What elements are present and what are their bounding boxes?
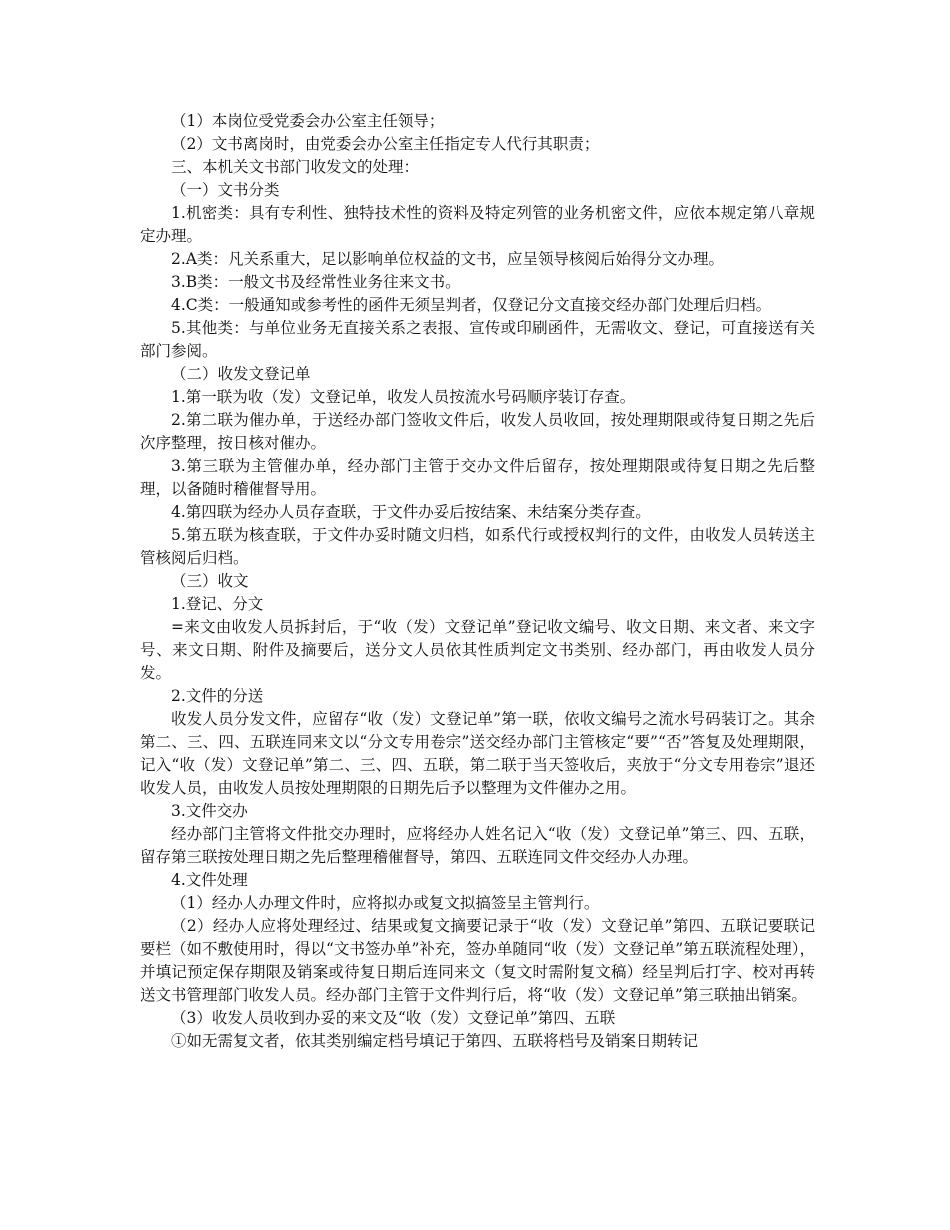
subheading-register-form: （二）收发文登记单 <box>171 365 311 383</box>
form-copy-2: 2.第二联为催办单，于送经办部门签收文件后，收发人员收回，按处理期限或待复日期之先后次序整理，按日核对催办。 <box>140 411 815 452</box>
class-confidential: 1.机密类：具有专利性、独特技术性的资料及特定列管的业务机密文件，应依本规定第八章规定办理。 <box>140 204 815 245</box>
subheading-receiving: （三）收文 <box>171 572 249 590</box>
processing-item-3: （3）收发人员收到办妥的来文及“收（发）文登记单”第四、五联 <box>171 1009 616 1027</box>
class-b: 3.B类：一般文书及经常性业务往来文书。 <box>171 273 461 291</box>
processing-item-2: （2）经办人应将处理经过、结果或复文摘要记录于“收（发）文登记单”第四、五联记要联记要栏（如不敷使用时，得以“文书签办单”补充，签办单随同“收（发）文登记单”第五联流程处理），并填记预定保存期限及销案或待复日期后连同来文（复文时需附复文稿）经呈判后打字、校对再转送文书管理部门收发人员。经办部门主管于文件判行后，将“收（发）文登记单”第三联抽出销案。 <box>140 917 815 1004</box>
class-c: 4.C类：一般通知或参考性的函件无须呈判者，仅登记分文直接交经办部门处理后归档。 <box>171 296 772 314</box>
step-delivery-body: 收发人员分发文件，应留存“收（发）文登记单”第一联，依收文编号之流水号码装订之。其余第二、三、四、五联连同来文以“分文专用卷宗”送交经办部门主管核定“要”“否”答复及处理期限，记入“收（发）文登记单”第二、三、四、五联，第二联于当天签收后，夹放于“分文专用卷宗”退还收发人员，由收发人员按处理期限的日期先后予以整理为文件催办之用。 <box>140 710 815 797</box>
step-assignment: 3.文件交办 <box>171 802 248 820</box>
form-copy-3: 3.第三联为主管催办单，经办部门主管于交办文件后留存，按处理期限或待复日期之先后整理，以备随时稽催督导用。 <box>140 457 815 498</box>
step-delivery: 2.文件的分送 <box>171 687 264 705</box>
step-register-distribute: 1.登记、分文 <box>171 595 264 613</box>
processing-item-3-sub-1: ①如无需复文者，依其类别编定档号填记于第四、五联将档号及销案日期转记 <box>171 1032 699 1050</box>
class-a: 2.A类：凡关系重大，足以影响单位权益的文书，应呈领导核阅后始得分文办理。 <box>171 250 724 268</box>
section-heading-3: 三、本机关文书部门收发文的处理： <box>171 158 420 176</box>
step-processing: 4.文件处理 <box>171 871 248 889</box>
processing-item-1: （1）经办人办理文件时，应将拟办或复文拟搞签呈主管判行。 <box>171 894 600 912</box>
document-body <box>140 110 815 1053</box>
subheading-classification: （一）文书分类 <box>171 181 280 199</box>
duty-item-1: （1）本岗位受党委会办公室主任领导； <box>171 112 445 130</box>
step-register-distribute-body: =来文由收发人员拆封后，于“收（发）文登记单”登记收文编号、收文日期、来文者、来文字号、来文日期、附件及摘要后，送分文人员依其性质判定文书类别、经办部门，再由收发人员分发。 <box>140 618 815 682</box>
form-copy-4: 4.第四联为经办人员存查联，于文件办妥后按结案、未结案分类存查。 <box>171 503 651 521</box>
step-assignment-body: 经办部门主管将文件批交办理时，应将经办人姓名记入“收（发）文登记单”第三、四、五联，留存第三联按处理日期之先后整理稽催督导，第四、五联连同文件交经办人办理。 <box>140 825 815 866</box>
form-copy-5: 5.第五联为核查联，于文件办妥时随文归档，如系代行或授权判行的文件，由收发人员转送主管核阅后归档。 <box>140 526 815 567</box>
form-copy-1: 1.第一联为收（发）文登记单，收发人员按流水号码顺序装订存查。 <box>171 388 636 406</box>
class-other: 5.其他类：与单位业务无直接关系之表报、宣传或印刷函件，无需收文、登记，可直接送有关部门参阅。 <box>140 319 815 360</box>
duty-item-2: （2）文书离岗时，由党委会办公室主任指定专人代行其职责； <box>171 135 600 153</box>
